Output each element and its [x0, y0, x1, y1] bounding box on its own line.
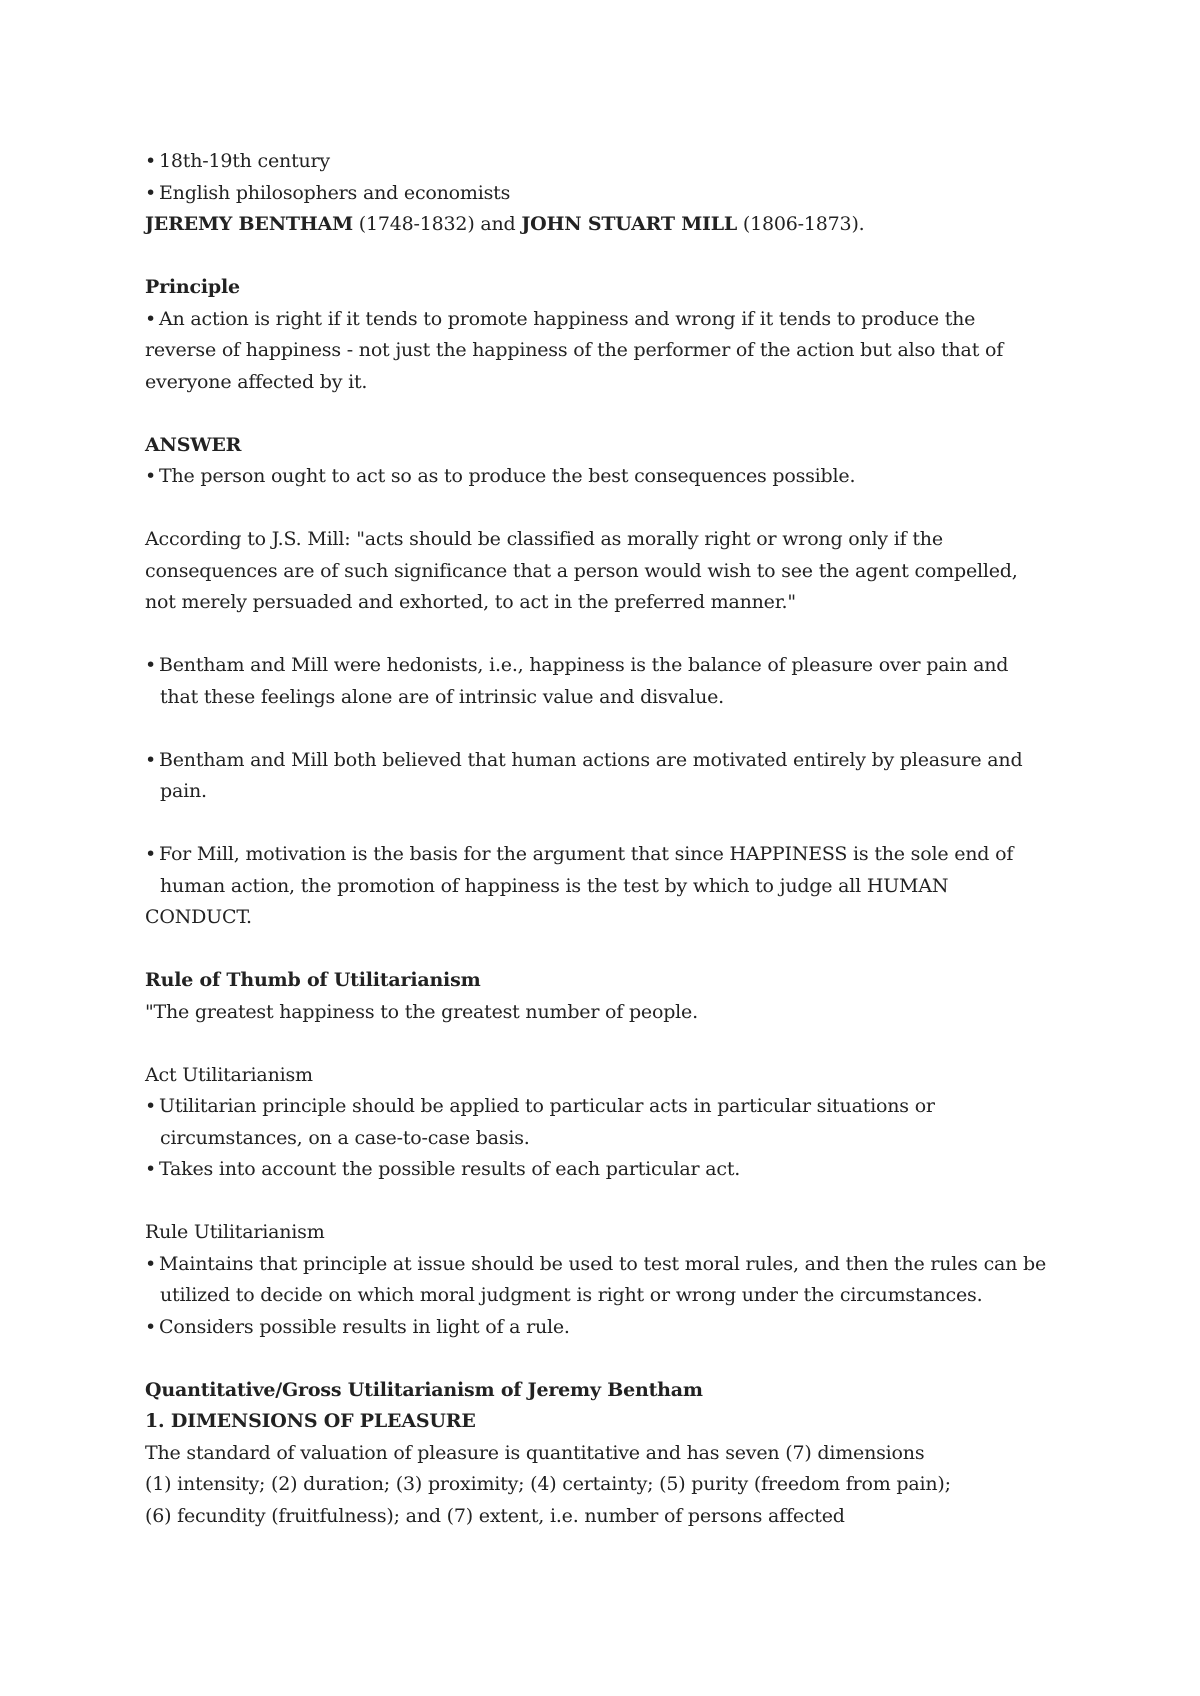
mill-quote-line-2: consequences are of such significance that a person would wish to see the agent compelled,	[145, 559, 1018, 582]
answer-text: The person ought to act so as to produce the best consequences possible.	[159, 465, 856, 487]
bullet-glyph: •	[145, 1095, 157, 1117]
principle-line-1	[145, 304, 1095, 336]
motivation-text-1: Bentham and Mill both believed that human actions are motivated entirely by pleasure and	[159, 748, 1023, 771]
motivation-line-1	[145, 745, 1095, 777]
bentham-line-3: (6) fecundity (fruitfulness); and (7) extent, i.e. number of persons affected	[145, 1504, 845, 1527]
bullet-glyph: •	[145, 307, 157, 330]
spacer	[145, 713, 1095, 745]
spacer	[145, 619, 1095, 651]
spacer	[145, 398, 1095, 430]
act-util-text-2: Takes into account the possible results of each particular act.	[159, 1158, 741, 1180]
conduct-line-3: CONDUCT.	[145, 906, 252, 928]
conduct-line-1	[145, 839, 1095, 871]
rule-util-bullet-1-cont: utilized to decide on which moral judgment is right or wrong under the circumstances.	[160, 1284, 983, 1306]
hedonists-text-1: Bentham and Mill were hedonists, i.e., happiness is the balance of pleasure over pain and	[159, 654, 1009, 676]
bullet-glyph: •	[145, 1315, 157, 1338]
hedonists-line-2: that these feelings alone are of intrinsic value and disvalue.	[160, 685, 724, 708]
act-util-text-1: Utilitarian principle should be applied to particular acts in particular situations or	[159, 1095, 935, 1117]
intro-philosophers-text: English philosophers and economists	[159, 181, 511, 204]
spacer	[145, 493, 1095, 525]
bullet-glyph: •	[145, 1158, 157, 1180]
spacer	[145, 934, 1095, 966]
answer-heading: ANSWER	[145, 433, 242, 456]
answer-bullet	[145, 461, 1095, 493]
mill-quote-line-3: not merely persuaded and exhorted, to act in the preferred manner."	[145, 591, 796, 613]
bullet-glyph: •	[145, 465, 157, 487]
bentham-line-2: (1) intensity; (2) duration; (3) proximity; (4) certainty; (5) purity (freedom from pain);	[145, 1473, 951, 1495]
act-util-bullet-1	[145, 1091, 1095, 1123]
rule-util-bullet-2	[145, 1312, 1095, 1344]
intro-bullet-century	[145, 146, 1095, 178]
bentham-heading: Quantitative/Gross Utilitarianism of Jeremy Bentham	[145, 1378, 703, 1401]
bentham-line-1: The standard of valuation of pleasure is quantitative and has seven (7) dimensions	[145, 1441, 925, 1464]
document-page	[145, 146, 1095, 1532]
rule-util-text-2: Considers possible results in light of a rule.	[159, 1315, 570, 1338]
spacer	[145, 1028, 1095, 1060]
spacer	[145, 808, 1095, 840]
conduct-text-1: For Mill, motivation is the basis for the argument that since HAPPINESS is the sole end of	[159, 843, 1014, 865]
intro-names-line	[145, 209, 1095, 241]
intro-century-text: 18th-19th century	[159, 150, 330, 172]
rule-of-thumb-heading: Rule of Thumb of Utilitarianism	[145, 969, 481, 991]
principle-heading: Principle	[145, 276, 240, 298]
mill-name: JOHN STUART MILL	[521, 213, 738, 235]
bullet-glyph: •	[145, 150, 157, 172]
principle-line-2: reverse of happiness - not just the happiness of the performer of the action but also that of	[145, 339, 1004, 361]
rule-util-text-1: Maintains that principle at issue should be used to test moral rules, and then the rules can be	[159, 1252, 1047, 1275]
intro-bullet-philosophers	[145, 178, 1095, 210]
principle-text-1: An action is right if it tends to promote happiness and wrong if it tends to produce the	[159, 307, 976, 330]
mill-quote-line-1: According to J.S. Mill: "acts should be classified as morally right or wrong only if the	[145, 528, 943, 550]
spacer	[145, 241, 1095, 273]
spacer	[145, 1343, 1095, 1375]
rule-of-thumb-quote: "The greatest happiness to the greatest number of people.	[145, 1000, 698, 1023]
bullet-glyph: •	[145, 654, 157, 676]
bullet-glyph: •	[145, 181, 157, 204]
bullet-glyph: •	[145, 1252, 157, 1275]
dimensions-subheading: 1. DIMENSIONS OF PLEASURE	[145, 1410, 476, 1432]
conduct-line-2: human action, the promotion of happiness is the test by which to judge all HUMAN	[160, 874, 949, 897]
act-util-heading: Act Utilitarianism	[145, 1063, 313, 1086]
principle-line-3: everyone affected by it.	[145, 370, 368, 393]
motivation-line-2: pain.	[160, 780, 207, 802]
act-util-bullet-2	[145, 1154, 1095, 1186]
bullet-glyph: •	[145, 748, 157, 771]
rule-util-bullet-1	[145, 1249, 1095, 1281]
bullet-glyph: •	[145, 843, 157, 865]
act-util-bullet-1-cont: circumstances, on a case-to-case basis.	[160, 1126, 530, 1149]
rule-util-heading: Rule Utilitarianism	[145, 1221, 325, 1243]
spacer	[145, 1186, 1095, 1218]
bentham-name: JEREMY BENTHAM	[145, 213, 353, 235]
bentham-years: (1748-1832) and	[352, 213, 522, 235]
hedonists-line-1	[145, 650, 1095, 682]
mill-years: (1806-1873).	[737, 213, 865, 235]
